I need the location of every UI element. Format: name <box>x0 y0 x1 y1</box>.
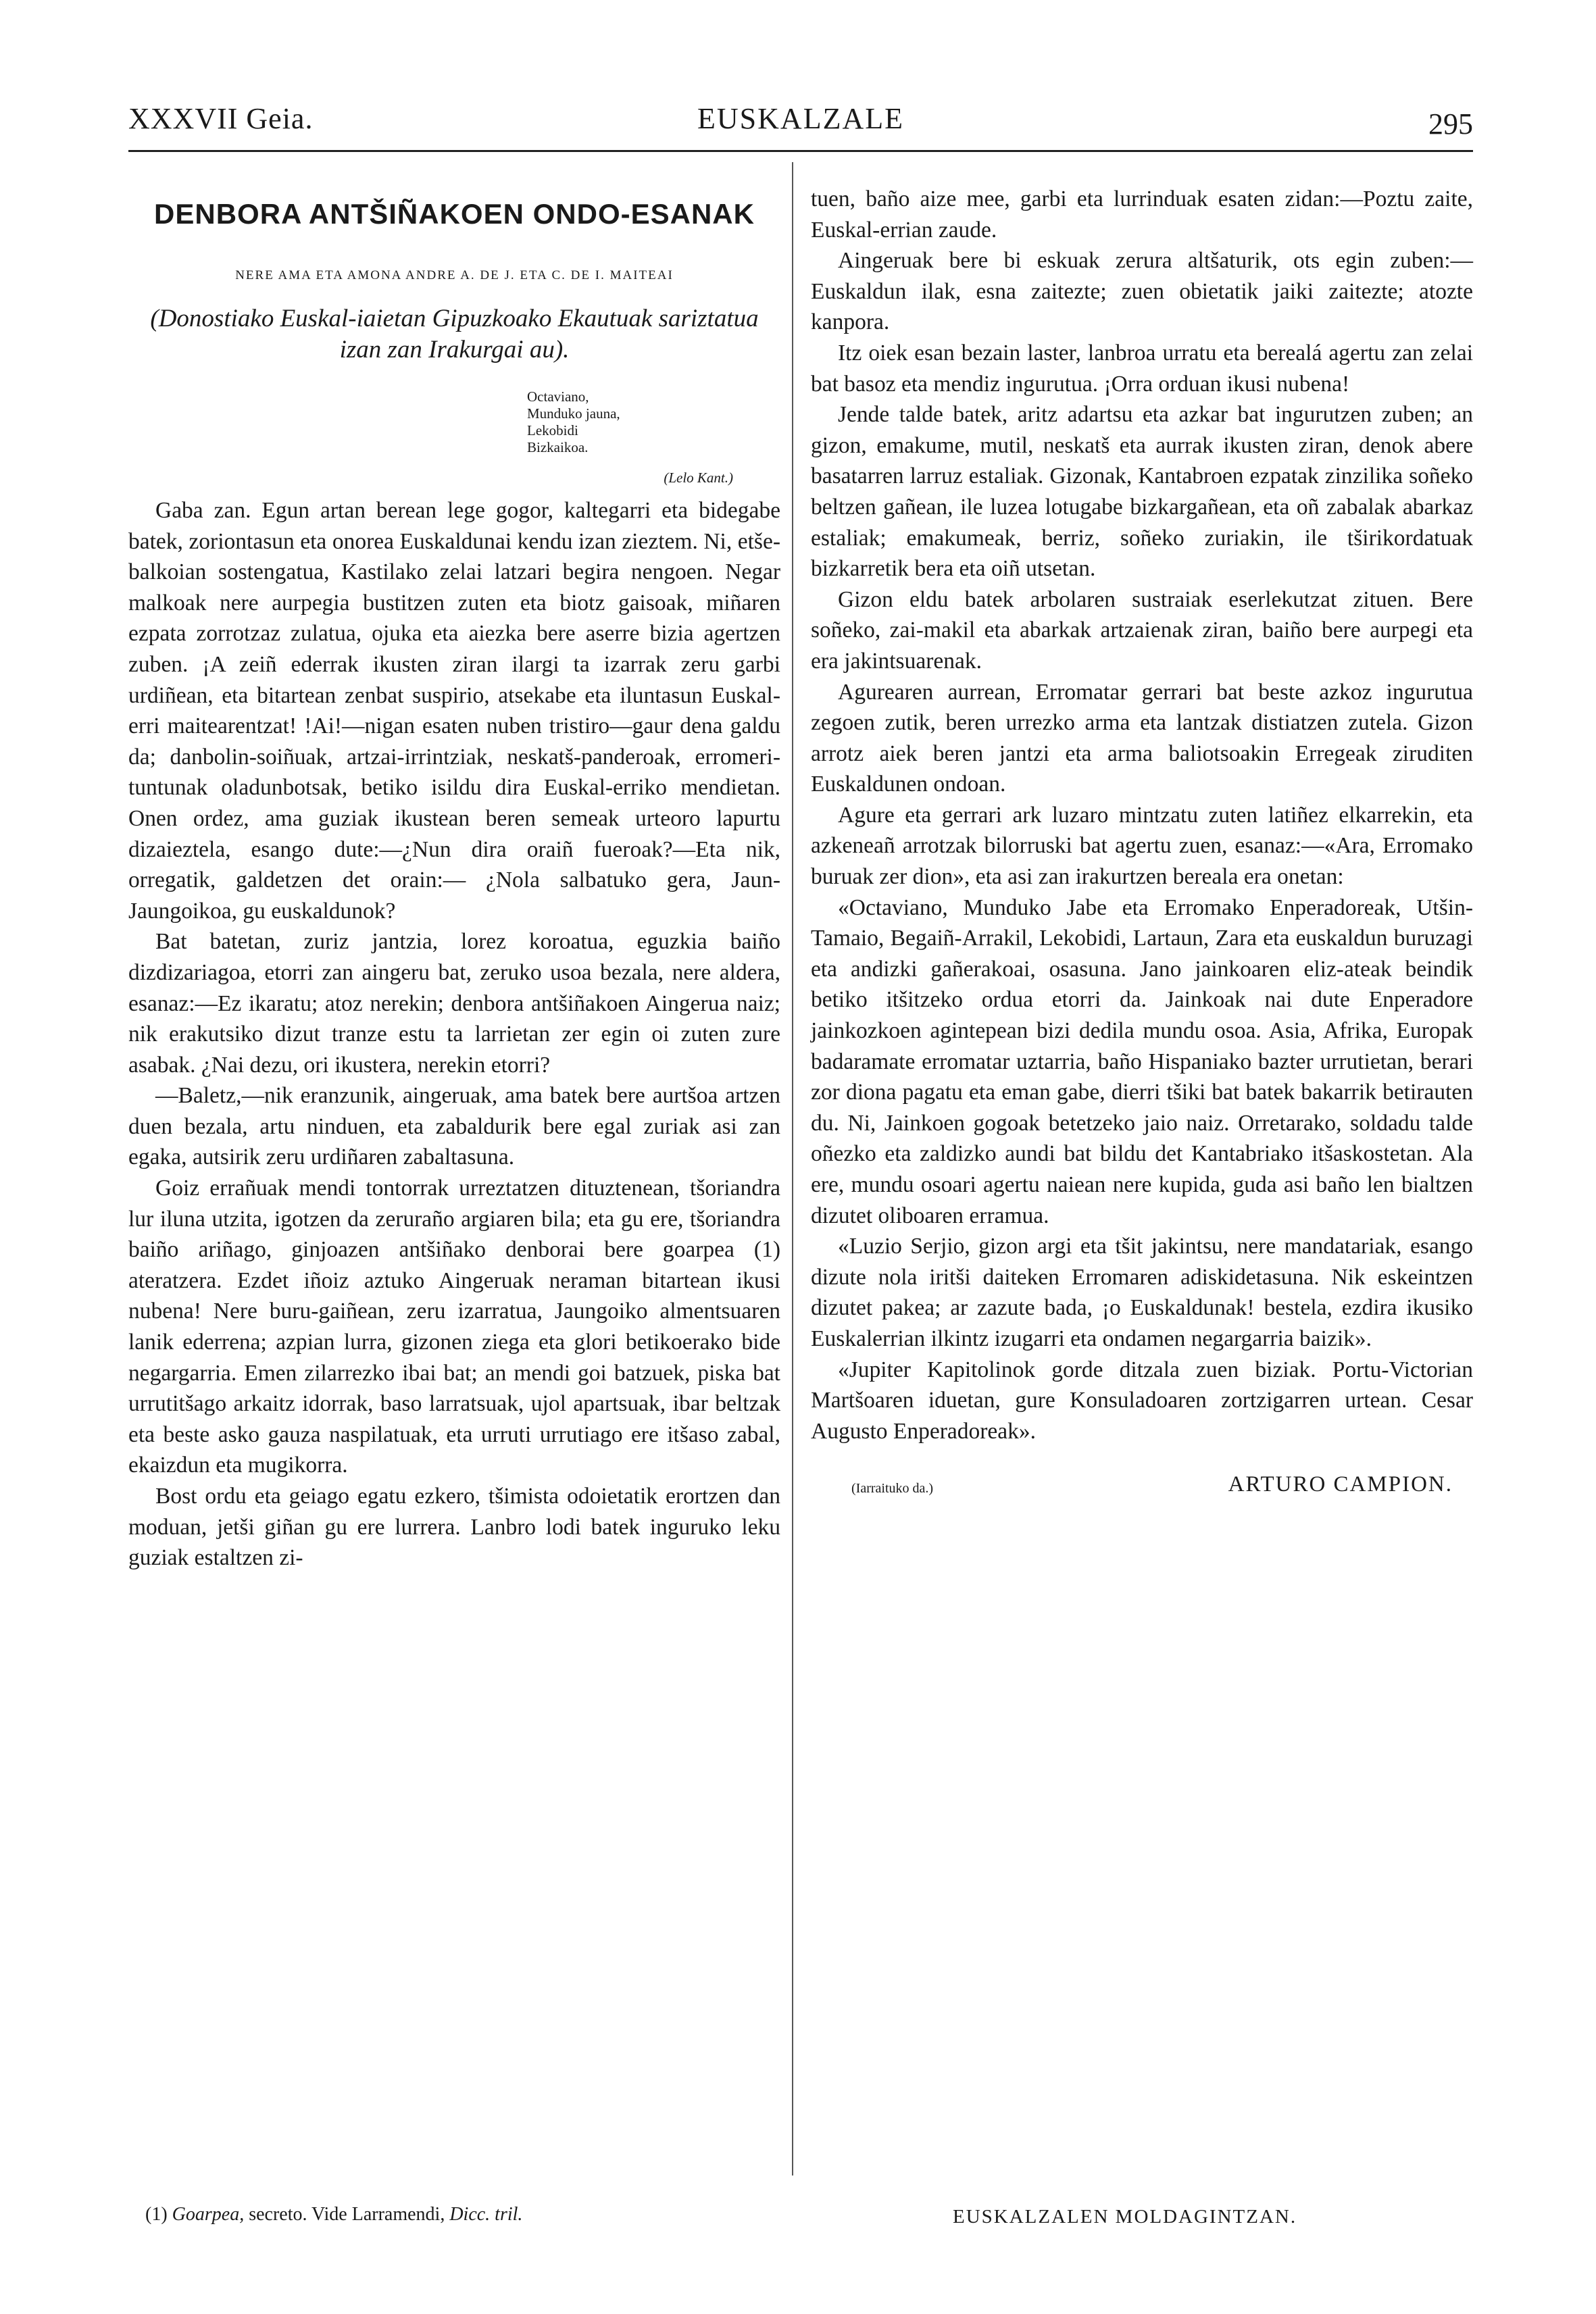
dedication-line: Bizkaikoa. <box>527 439 589 455</box>
header-rule <box>128 150 1473 152</box>
author-name: ARTURO CAMPION. <box>1228 1472 1453 1497</box>
motto: (Lelo Kant.) <box>664 470 733 486</box>
printer-imprint: EUSKALZALEN MOLDAGINTZAN. <box>953 2206 1297 2228</box>
column-divider <box>792 162 793 2175</box>
page-number: 295 <box>1428 107 1473 141</box>
footnote <box>145 2204 522 2225</box>
right-column <box>811 184 1473 1510</box>
running-header <box>128 101 1473 145</box>
footnote-reference: Dicc. tril. <box>449 2204 523 2225</box>
paragraph: Gaba zan. Egun artan berean lege gogor, kaltegarri eta bidegabe batek, zoriontasun eta onorea Euskaldunai kendu izan zieztem. Ni, etše-balkoian sostengatua, Kastilako zelai latzari begira nengoen. Negar malkoak nere aurpegia bustitzen zuten eta biotz gaisoak, miñaren ezpata zorrotzaz zulatua, ojuka eta aiezka bere aserre bizia agertzen zuben. ¡A zeiñ ederrak ikusten ziran ilargi ta izarrak zeru garbi urdiñean, eta bitartean zenbat suspirio, atsekabe eta iluntasun Euskal-erri maitearentzat! !Ai!—nigan esaten nuben tristiro—gaur dena galdu da; danbolin-soiñuak, artzai-irrintziak, neskatš-panderoak, erromeri-tuntunak oladunbotsak, betiko isildu dira Euskal-erriko mendietan. Onen ordez, ama guziak ikustean beren semeak urteoro lapurtu dizaieztela, esango dute:—¿Nun dira oraiñ fueroak?—Eta nik, orregatik, galdetzen det orain:— ¿Nola salbatuko gera, Jaun-Jaungoikoa, gu euskaldunok? <box>128 498 780 924</box>
paragraph: Agurearen aurrean, Erromatar gerrari bat beste azkoz ingurutua zegoen zutik, beren urrezko arma eta lantzak distiatzen zutela. Gizon arrotz aiek beren jantzi eta arma baliotsoakin Erregeak ziruditen Euskaldunen ondoan. <box>811 679 1473 797</box>
paragraph: «Octaviano, Munduko Jabe eta Erromako Enperadoreak, Utšin-Tamaio, Begaiñ-Arrakil, Lekobidi, Lartaun, Zara eta euskaldun buruzagi eta andizki gañerakoai, osasuna. Jano jainkoaren eliz-ateak beindik betiko itšitzeko ordua etorri da. Jainkoak nai dute Enperadore jainkozkoen agintepean bizi dedila mundu osoa. Asia, Afrika, Europak badaramate erromatar uztarria, baño Hispaniako bazter urrutietan, berari zor diona pagatu eta eman gabe, dierri tšiki bat batek bakarrik betirauten du. Ni, Jainkoen gogoak betetzeko jaio naiz. Orretarako, soldadu talde oñezko eta zaldizko aundi bat bildu det Kantabriako itšaskostetan. Ala ere, mundu osoari agertu naiean nere kupida, guda asi baño len bialtzen dizutet oliboaren erramua. <box>811 895 1473 1228</box>
paragraph: Goiz errañuak mendi tontorrak urreztatzen dituztenean, tšoriandra lur iluna utzita, igotzen da zeruraño argiaren bila; eta gu ere, tšoriandra baiño ariñago, ginjoazen antšiñako denborai bere goarpea (1) ateratzera. Ezdet iñoiz aztuko Aingeruak neraman bitartean ikusi nubena! Nere buru-gaiñean, zeru izarratua, Jaungoiko almentsuaren lanik ederrena; azpian lurra, gizonen ziega eta glori betikoerako bide negargarria. Emen zilarrezko ibai bat; an mendi goi batzuek, piska bat urrutitšago arkaitz idorrak, baso larratsuak, ujol apartsuak, ibar beltzak eta beste asko gauza naspilatuak, eta urruti urrutiago ere itšaso zabal, ekaizdun eta mugikorra. <box>128 1176 780 1478</box>
signoff <box>811 1469 1473 1510</box>
dedication-line: Lekobidi <box>527 422 578 438</box>
paragraph: Agure eta gerrari ark luzaro mintzatu zuten latiñez elkarrekin, eta azkeneañ arrotzak bilorruski bat agertu zuen, esanaz:—«Ara, Erromako buruak zer dion», eta asi zan irakurtzen bereala era onetan: <box>811 802 1473 890</box>
paragraph: Bat batetan, zuriz jantzia, lorez koroatua, eguzkia baiño dizdizariagoa, etorri zan aingeru bat, zeruko usoa bezala, nere aldera, esanaz:—Ez ikaratu; atoz nerekin; denbora antšiñakoen Aingerua naiz; nik erakutsiko dizut tranze estu ta larrietan zer egin oi zuten zure asabak. ¿Nai dezu, ori ikustera, nerekin etorri? <box>128 929 780 1078</box>
journal-title: EUSKALZALE <box>697 102 904 135</box>
paragraph: Gizon eldu batek arbolaren sustraiak eserlekutzat zituen. Bere soñeko, zai-makil eta abarkak artzaienak ziran, baiño bere aurpegi eta era jakintsuarenak. <box>811 586 1473 674</box>
paragraph: tuen, baño aize mee, garbi eta lurrinduak esaten zidan:—Poztu zaite, Euskal-errian zaude. <box>811 186 1473 243</box>
paragraph: «Luzio Serjio, gizon argi eta tšit jakintsu, nere mandatariak, esango dizute nola iritši daiteken Erromaren adiskidetasuna. Nik eskeintzen dizutet pakea; ar zazute bada, ¡o Euskaldunak! bestela, ezdira ikusiko Euskalerrian ilkintz izugarri eta ondamen negargarria baizik». <box>811 1234 1473 1351</box>
volume-label: XXXVII Geia. <box>128 102 314 135</box>
continuation-note: (Iarraituko da.) <box>851 1481 934 1496</box>
dedication-block <box>527 388 780 456</box>
paragraph: —Baletz,—nik eranzunik, aingeruak, ama batek bere aurtšoa artzen duen bezala, artu ninduen, eta zabaldurik bere egal zuriak asi zan egaka, autsirik zeru urdiñaren zabaltasuna. <box>128 1083 780 1170</box>
left-column <box>128 179 780 1574</box>
dedication-line: Octaviano, <box>527 388 589 405</box>
paragraph: «Jupiter Kapitolinok gorde ditzala zuen biziak. Portu-Victorian Martšoaren iduetan, gure Konsuladoaren zortzigarren urtean. Cesar Augusto Enperadoreak». <box>811 1357 1473 1444</box>
paragraph: Jende talde batek, aritz adartsu eta azkar bat ingurutzen zuben; an gizon, emakume, mutil, neskatš eta aurrak ikusten ziran, denok abere basatarren larruz estaliak. Gizonak, Kantabroen ezpatak zinzilika soñeko beltzen gañean, ile luzea lotugabe bizkargañean, eta oñ zabalak abarkaz estaliak; emakumeak, berriz, soñeko zuriakin, ile tširikordatuak bizkarretik bera eta oiñ utsetan. <box>811 402 1473 582</box>
article-origin: (Donostiako Euskal-iaietan Gipuzkoako Ekautuak sariztatua izan zan Irakurgai au). <box>150 305 759 363</box>
paragraph: Itz oiek esan bezain laster, lanbroa urratu eta berealá agertu zan zelai bat basoz eta mendiz ingurutua. ¡Orra orduan ikusi nubena! <box>811 340 1473 397</box>
paragraph: Aingeruak bere bi eskuak zerura altšaturik, ots egin zuben:—Euskaldun ilak, esna zaitezte; zuen obietatik jaiki zaitezte; atozte kanpora. <box>811 248 1473 335</box>
article-title: DENBORA ANTŠIÑAKOEN ONDO-ESANAK <box>154 198 755 230</box>
footnote-term: Goarpea, <box>172 2204 245 2225</box>
article-subtitle: NERE AMA ETA AMONA ANDRE A. DE J. ETA C. DE I. MAITEAI <box>235 268 674 282</box>
footnote-marker: (1) <box>145 2204 168 2225</box>
paragraph: Bost ordu eta geiago egatu ezkero, tšimista odoietatik erortzen dan moduan, jetši giñan gu ere lurrera. Lanbro lodi batek inguruko leku guziak estaltzen zi- <box>128 1484 780 1571</box>
footnote-text: secreto. Vide Larramendi, <box>249 2204 445 2225</box>
dedication-line: Munduko jauna, <box>527 405 620 422</box>
